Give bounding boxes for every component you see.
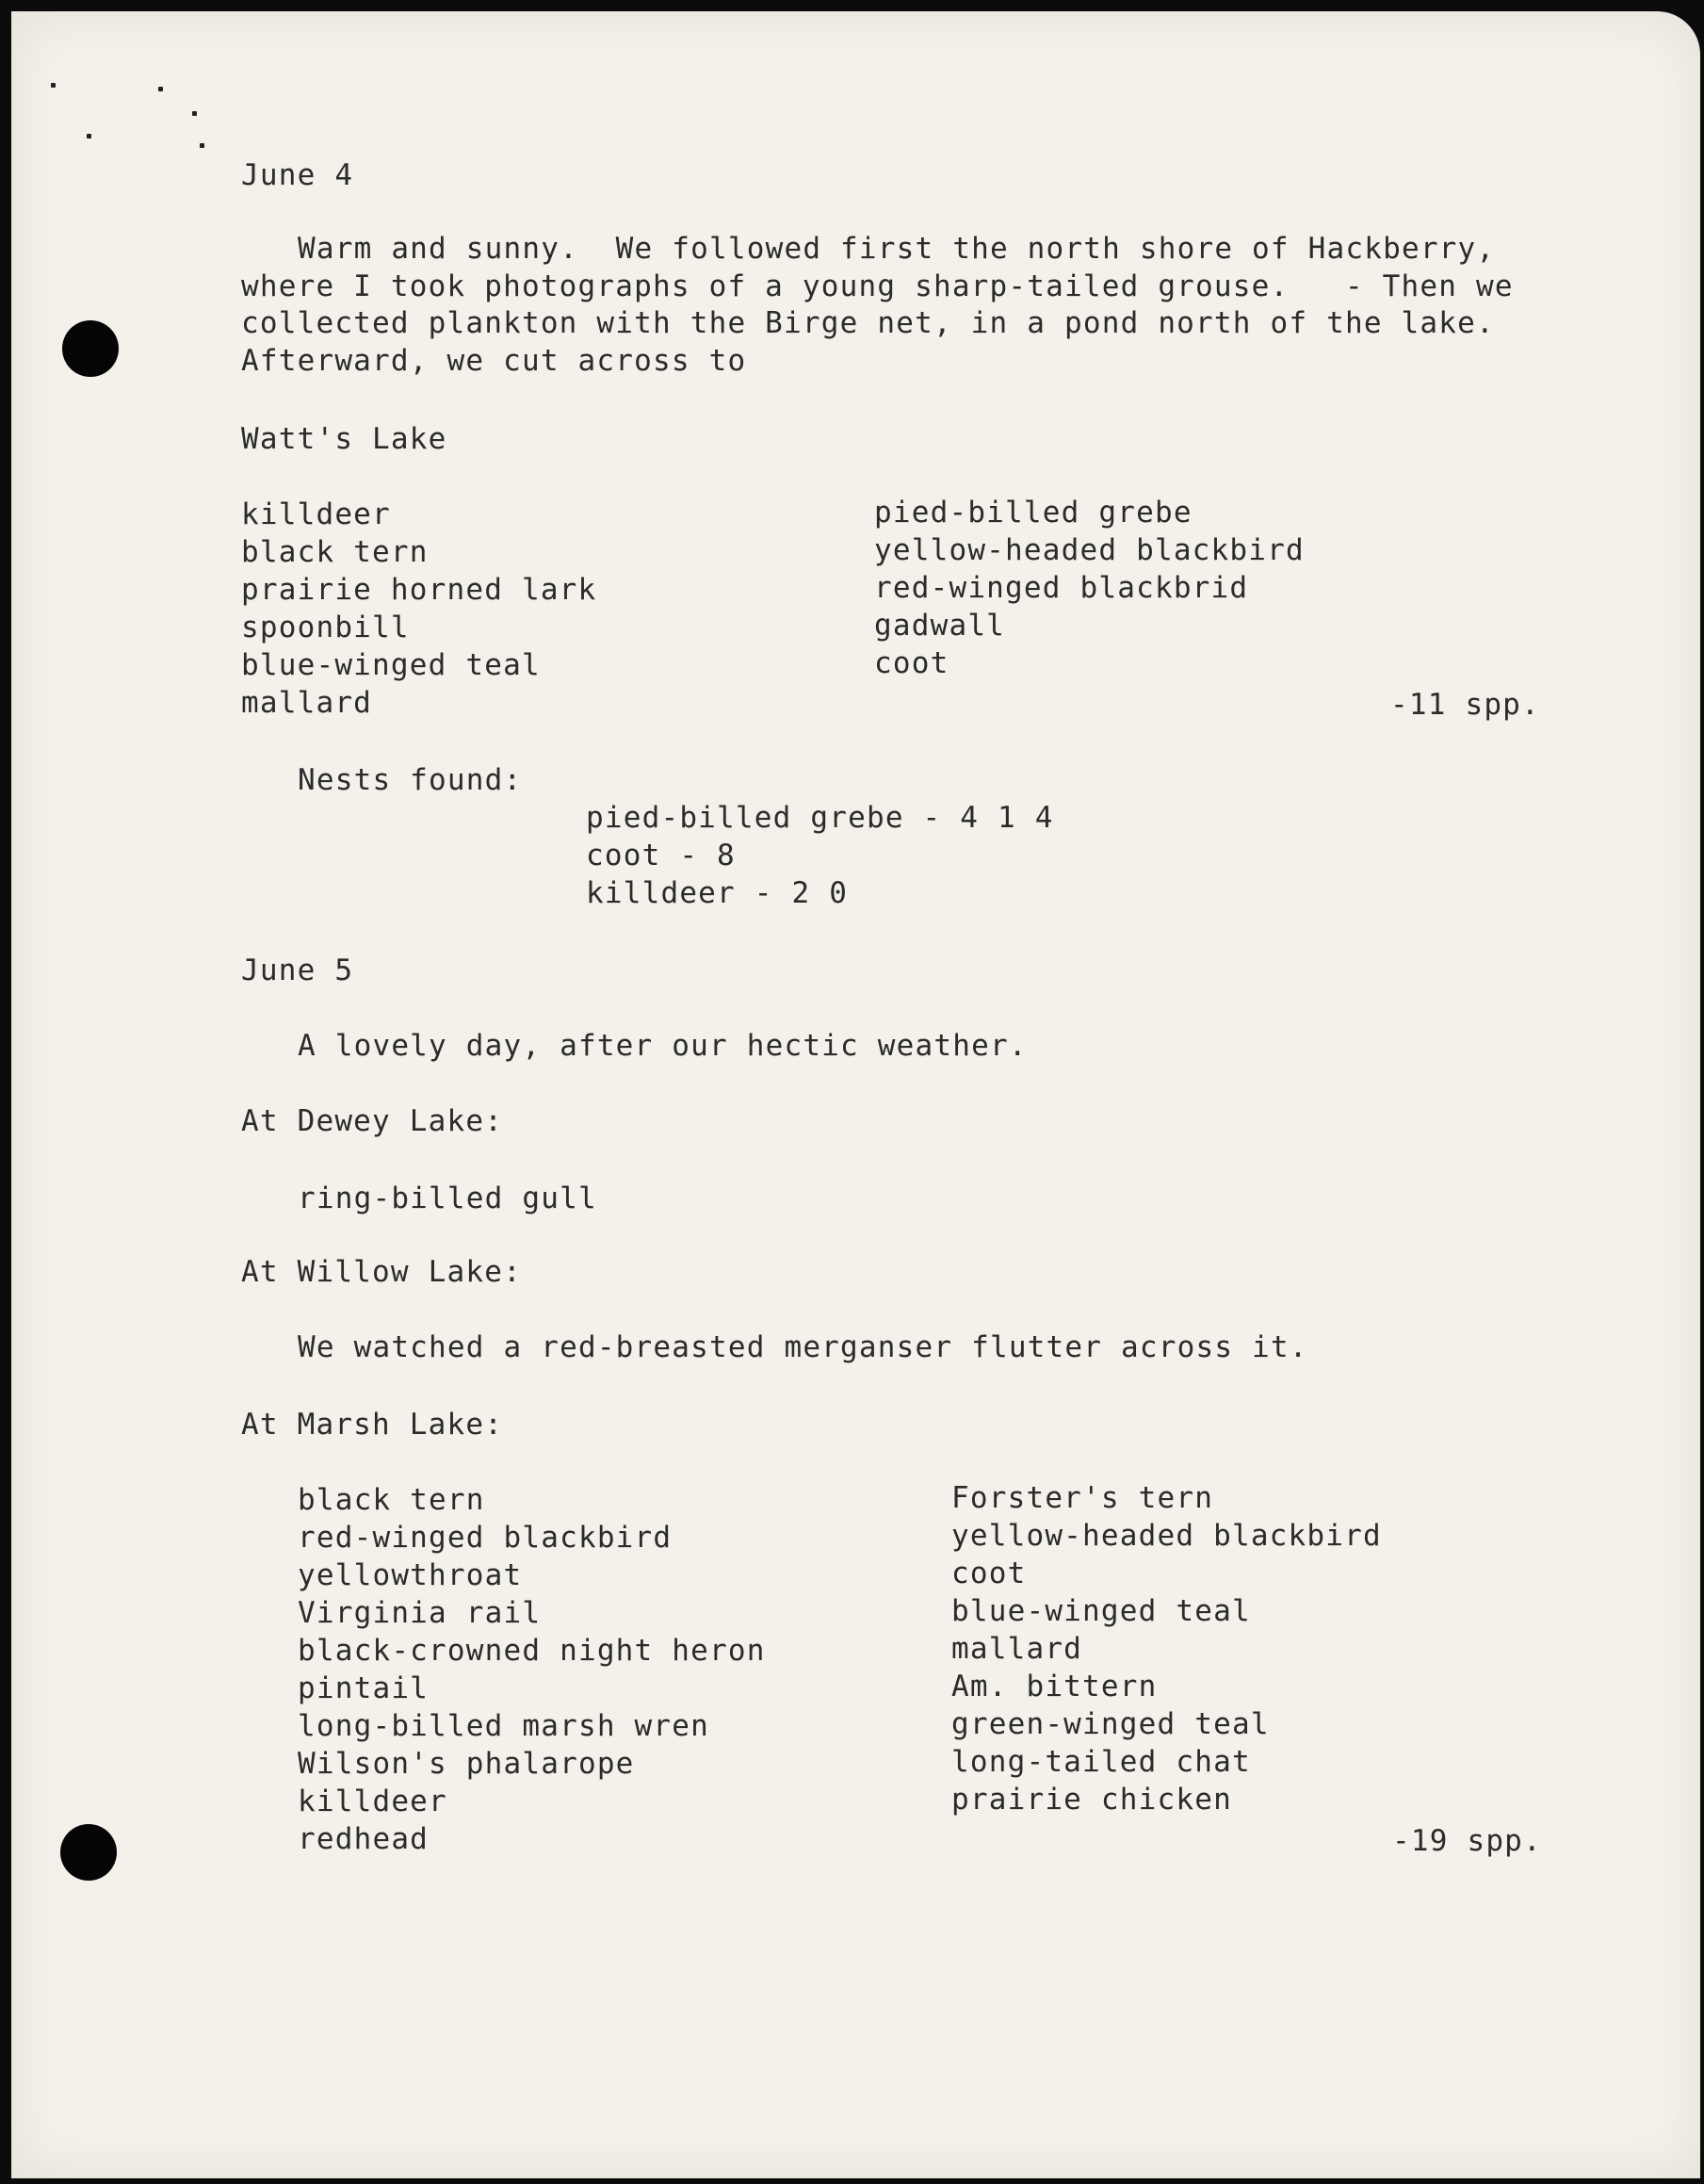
location-heading: Watt's Lake <box>241 422 447 456</box>
species-item: blue-winged teal <box>951 1594 1251 1628</box>
species-item: black tern <box>241 535 429 569</box>
species-item: ring-billed gull <box>298 1182 597 1215</box>
nest-item: pied-billed grebe - 4 1 4 <box>586 801 1054 835</box>
entry-intro: A lovely day, after our hectic weather. <box>298 1029 1028 1063</box>
species-item: mallard <box>241 686 373 720</box>
paper-speck <box>158 87 163 91</box>
nest-item: coot - 8 <box>586 839 736 872</box>
species-item: killdeer <box>241 497 391 531</box>
species-item: red-winged blackbird <box>298 1521 673 1555</box>
species-list-right <box>874 494 1305 682</box>
species-list-right <box>951 1479 1382 1818</box>
species-item: coot <box>951 1557 1027 1590</box>
species-item: black tern <box>298 1483 485 1517</box>
nest-item: killdeer - 2 0 <box>586 876 849 910</box>
species-item: Forster's tern <box>951 1481 1214 1515</box>
species-item: killdeer <box>298 1785 447 1818</box>
species-list-left <box>298 1481 766 1858</box>
paragraph-line: where I took photographs of a young sharp-tailed grouse. - Then we <box>241 269 1514 303</box>
nests-list <box>586 799 1054 912</box>
binder-hole-top <box>62 320 119 377</box>
species-item: yellow-headed blackbird <box>951 1519 1382 1553</box>
species-item: Am. bittern <box>951 1670 1158 1703</box>
species-item: pintail <box>298 1671 430 1705</box>
species-item: gadwall <box>874 609 1006 643</box>
species-item: coot <box>874 646 949 680</box>
species-item: Virginia rail <box>298 1596 542 1630</box>
nests-label: Nests found: <box>298 763 523 797</box>
species-item: pied-billed grebe <box>874 496 1193 530</box>
species-item: blue-winged teal <box>241 648 541 682</box>
paper-speck <box>87 134 91 139</box>
entry-date: June 5 <box>241 953 354 987</box>
species-item: Wilson's phalarope <box>298 1747 635 1781</box>
species-item: prairie horned lark <box>241 573 597 607</box>
species-item: redhead <box>298 1822 430 1856</box>
paragraph-line: Afterward, we cut across to <box>241 344 747 378</box>
location-heading: At Marsh Lake: <box>241 1408 504 1442</box>
species-item: green-winged teal <box>951 1707 1270 1741</box>
species-item: prairie chicken <box>951 1783 1232 1817</box>
species-total: -19 spp. <box>1392 1824 1542 1858</box>
binder-hole-bottom <box>60 1824 117 1881</box>
species-list-left <box>241 496 596 722</box>
paper-speck <box>200 143 204 148</box>
location-heading: At Dewey Lake: <box>241 1104 504 1138</box>
location-heading: At Willow Lake: <box>241 1255 522 1289</box>
species-item: red-winged blackbrid <box>874 571 1249 605</box>
paper-speck <box>51 83 56 88</box>
paragraph-line: collected plankton with the Birge net, in a pond north of the lake. <box>241 306 1495 340</box>
species-item: long-billed marsh wren <box>298 1709 709 1743</box>
species-total: -11 spp. <box>1390 688 1540 722</box>
paper-speck <box>192 111 197 116</box>
observation-note: We watched a red-breasted merganser flutter across it. <box>298 1330 1308 1364</box>
species-item: yellowthroat <box>298 1558 523 1592</box>
species-item: long-tailed chat <box>951 1745 1251 1779</box>
species-item: black-crowned night heron <box>298 1634 766 1668</box>
species-item: spoonbill <box>241 611 410 644</box>
entry-date: June 4 <box>241 158 354 192</box>
species-item: mallard <box>951 1632 1083 1666</box>
paragraph-line: Warm and sunny. We followed first the north shore of Hackberry, <box>298 232 1496 266</box>
species-item: yellow-headed blackbird <box>874 533 1305 567</box>
